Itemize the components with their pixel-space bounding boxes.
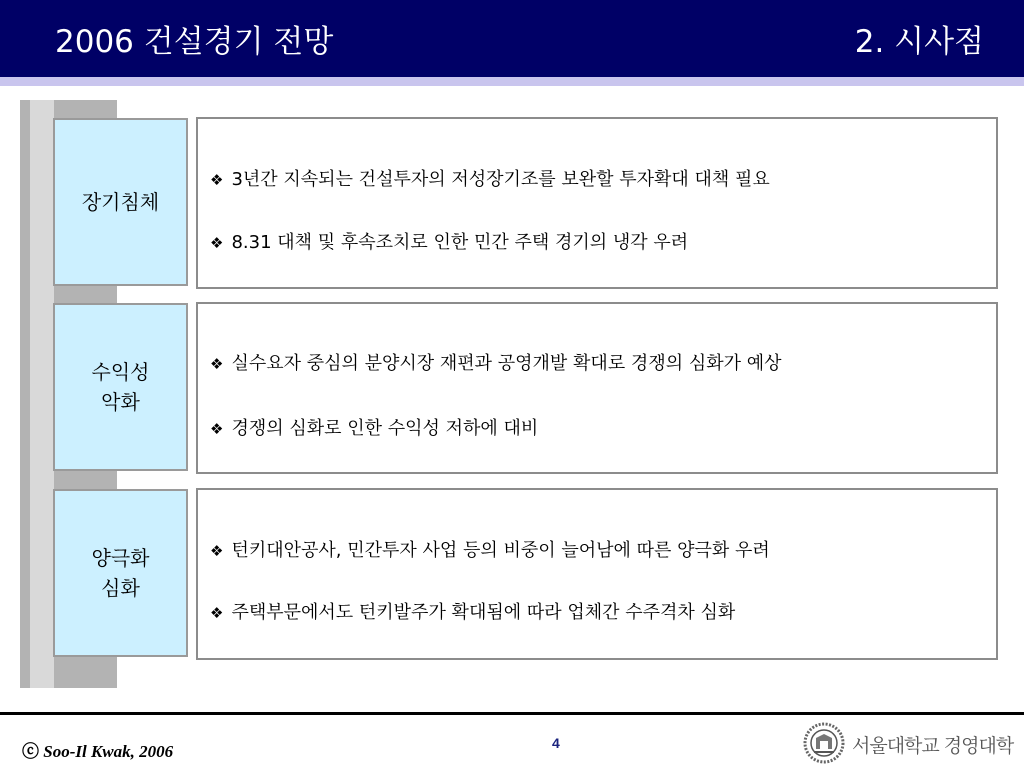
page-number: 4: [552, 735, 560, 751]
category-label-profit-decline: [53, 303, 188, 471]
sidebar-inner-bar: [30, 100, 54, 688]
diamond-bullet-icon: ❖: [210, 420, 224, 438]
snu-seal-icon: [802, 722, 846, 764]
bullet-text: 경쟁의 심화로 인한 수익성 저하에 대비: [231, 418, 539, 439]
bullet-text: 8.31 대책 및 후속조치로 인한 민간 주택 경기의 냉각 우려: [231, 232, 689, 253]
bullet-item: [210, 231, 688, 255]
bullet-item: [210, 539, 770, 563]
content-box: [196, 302, 998, 474]
header-accent-band: [0, 77, 1024, 86]
section-title: 2. 시사점: [854, 24, 984, 60]
category-label-polarization: [53, 489, 188, 657]
category-label-text: 양극화 심화: [91, 546, 150, 600]
bullet-text: 턴키대안공사, 민간투자 사업 등의 비중이 늘어남에 따른 양극화 우려: [231, 540, 770, 561]
diamond-bullet-icon: ❖: [210, 171, 224, 189]
copyright-notice: [22, 737, 173, 762]
bullet-item: [210, 601, 735, 625]
diamond-bullet-icon: ❖: [210, 604, 224, 622]
bullet-text: 주택부문에서도 턴키발주가 확대됨에 따라 업체간 수주격차 심화: [231, 602, 736, 623]
bullet-item: [210, 168, 770, 192]
copyright-symbol: ⓒ: [22, 742, 39, 761]
diamond-bullet-icon: ❖: [210, 542, 224, 560]
content-box: [196, 488, 998, 660]
bullet-item: [210, 352, 781, 376]
content-box: [196, 117, 998, 289]
footer-divider: [0, 712, 1024, 715]
bullet-item: [210, 417, 538, 441]
bullet-text: 3년간 지속되는 건설투자의 저성장기조를 보완할 투자확대 대책 필요: [231, 169, 770, 190]
copyright-text: Soo-Il Kwak, 2006: [43, 742, 174, 761]
category-label-long-term-slump: [53, 118, 188, 286]
bullet-text: 실수요자 중심의 분양시장 재편과 공영개발 확대로 경쟁의 심화가 예상: [231, 353, 782, 374]
category-label-text: 장기침체: [81, 190, 160, 214]
page-title: 2006 건설경기 전망: [55, 24, 334, 60]
diamond-bullet-icon: ❖: [210, 355, 224, 373]
school-name: 서울대학교 경영대학: [852, 735, 1014, 757]
diamond-bullet-icon: ❖: [210, 234, 224, 252]
category-label-text: 수익성 악화: [91, 360, 150, 414]
